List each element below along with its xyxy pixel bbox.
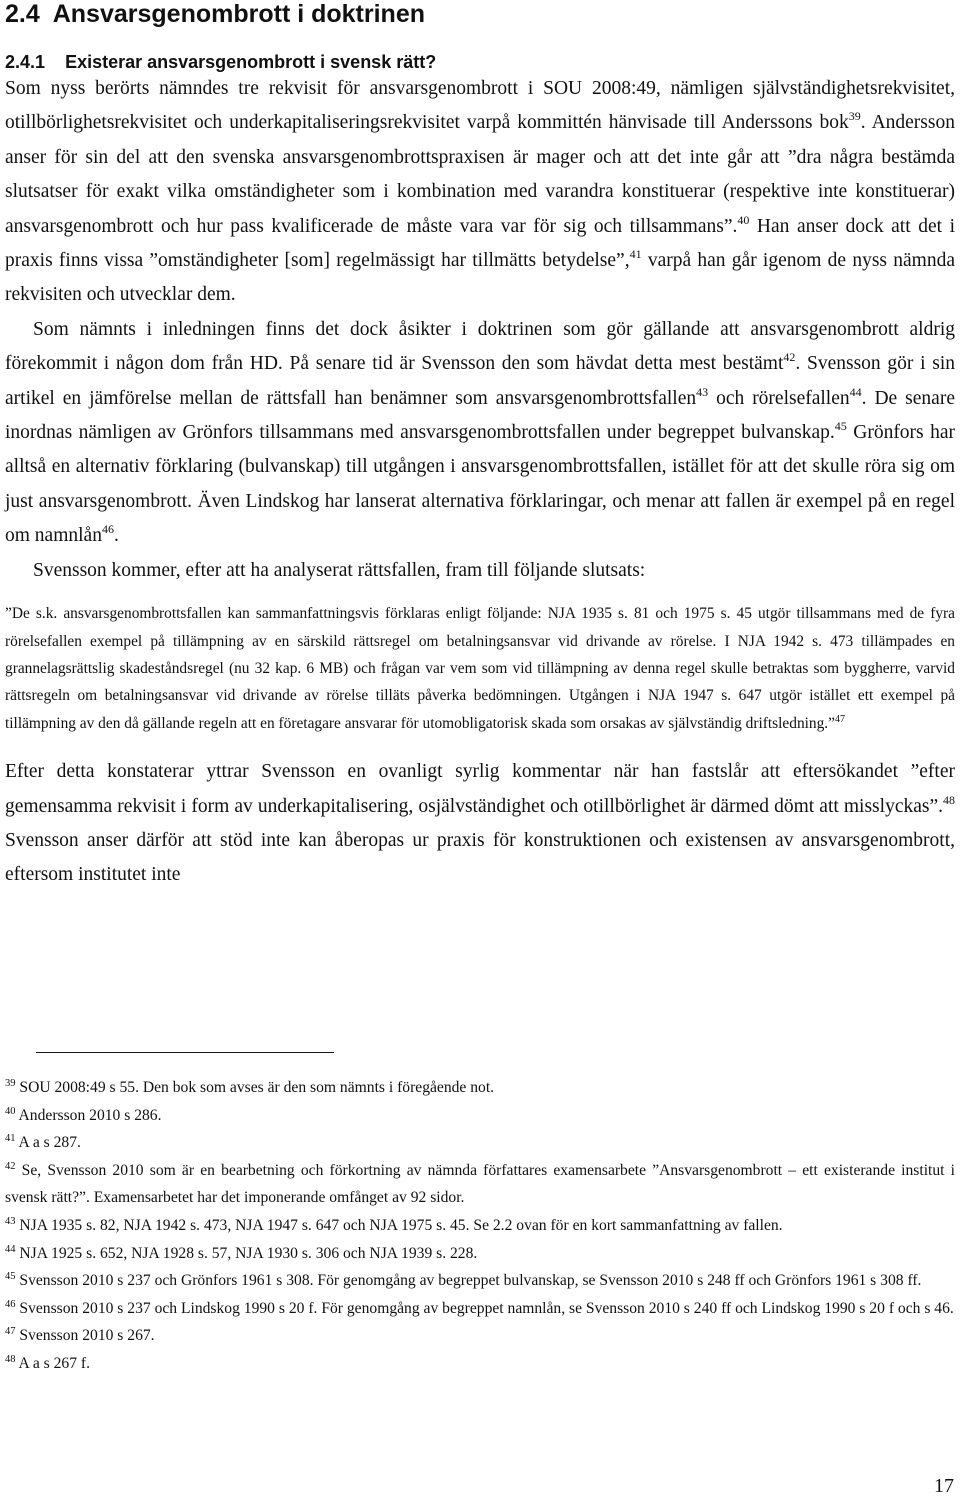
footnote-text: NJA 1935 s. 82, NJA 1942 s. 473, NJA 1947 s. 647 och NJA 1975 s. 45. Se 2.2 ovan för en kort sammanfattning av fallen. [19, 1216, 783, 1234]
block-quote [5, 600, 955, 737]
block-quote-text: ”De s.k. ansvarsgenombrottsfallen kan sammanfattningsvis förklaras enligt följande: NJA 1935 s. 81 och 1975 s. 45 utgör tillsammans med de fyra rörelsefallen exempel på tillämpning av en särskild rättsregel om betalningsansvar vid drivande av rörelse. I NJA 1942 s. 473 tillämpades en grannelagsrättslig skadeståndsregel (nu 32 kap. 6 MB) och frågan var vem som vid tillämpning av denna regel skulle betraktas som byggherre, varvid rättsregeln om betalningsansvar vid drivande av rörelse tilläts påverka bedömningen. Utgången i NJA 1947 s. 647 utgör istället ett exempel på tillämpning av den då gällande regeln att en företagare ansvarar för utomobligatorisk skada som orsakas av självständig driftsledning.” [5, 605, 955, 732]
subsection-heading [5, 50, 955, 74]
paragraph-1-text-a: Som nyss berörts nämndes tre rekvisit för ansvarsgenombrott i SOU 2008:49, nämligen självständighetsrekvisitet, otillbörlighetsrekvisitet och underkapitaliseringsrekvisitet varpå kommittén hänvisade till Anderssons bok [5, 78, 955, 134]
footnote-42 [5, 1157, 955, 1212]
footnote-45 [5, 1267, 955, 1295]
footnote-44 [5, 1240, 955, 1268]
footnote-ref-42[interactable]: 42 [783, 350, 796, 365]
footnote-number: 47 [5, 1326, 16, 1338]
footnote-ref-48[interactable]: 48 [943, 792, 955, 807]
footnote-text: Andersson 2010 s 286. [18, 1106, 162, 1124]
section-title: Ansvarsgenombrott i doktrinen [52, 0, 425, 28]
paragraph-2-text-c: och rörelsefallen [708, 387, 850, 409]
footnote-number: 42 [5, 1160, 16, 1172]
footnote-ref-47[interactable]: 47 [834, 713, 845, 725]
section-number: 2.4 [5, 0, 40, 28]
paragraph-4-text-b: Svensson anser därför att stöd inte kan åberopas ur praxis för konstruktionen och existensen av ansvarsgenombrott, eftersom institutet inte [5, 829, 955, 886]
paragraph-2-text-e: Grönfors har alltså en alternativ förklaring (bulvanskap) till utgången i ansvarsgenombrottsfallen, istället för att det skulle röra sig om just ansvarsgenombrott. Även Lindskog har lanserat alternativa förklaringar, och menar att fallen är exempel på en regel om namnlån [5, 422, 955, 547]
footnote-ref-46[interactable]: 46 [101, 522, 114, 537]
footnote-43 [5, 1212, 955, 1240]
footnote-number: 48 [5, 1353, 16, 1365]
paragraph-3: Svensson kommer, efter att ha analyserat rättsfallen, fram till följande slutsats: [33, 559, 646, 581]
footnote-text: A a s 267 f. [18, 1354, 91, 1372]
paragraph-2-text-b: . Svensson gör i sin artikel en jämförelse mellan de rättsfall han benämner som ansvarsgenombrottsfallen [5, 353, 955, 409]
subsection-number: 2.4.1 [5, 52, 46, 72]
footnotes [5, 1074, 955, 1378]
paragraph-2-text-a: Som nämnts i inledningen finns det dock åsikter i doktrinen som gör gällande att ansvarsgenombrott aldrig förekommit i någon dom från HD. På senare tid är Svensson den som hävdat detta mest bestämt [5, 318, 955, 375]
paragraph-1-text-c: Han anser dock att det i praxis finns vissa ”omständigheter [som] regelmässigt har tillmätts betydelse”, [5, 215, 956, 272]
paragraph-1-text-d: varpå han går igenom de nyss nämnda rekvisiten och utvecklar dem. [5, 250, 955, 306]
footnote-ref-41[interactable]: 41 [629, 247, 642, 262]
paragraph-2 [5, 313, 955, 554]
footnote-separator [36, 1052, 334, 1053]
paragraph-4-text-a: Efter detta konstaterar yttrar Svensson en ovanligt syrlig kommentar när han fastslår att eftersökandet ”efter gemensamma rekvisit i form av underkapitalisering, osjälvständighet och otillbörlighet är därmed dömt att misslyckas”. [5, 761, 955, 817]
footnote-text: Svensson 2010 s 267. [19, 1327, 155, 1345]
paragraph-2-text-f: . [113, 525, 119, 547]
subsection-title: Existerar ansvarsgenombrott i svensk rätt? [65, 52, 437, 72]
footnote-48 [5, 1350, 955, 1378]
footnote-number: 43 [5, 1215, 16, 1227]
footnote-number: 39 [5, 1078, 16, 1089]
footnote-text: A a s 287. [18, 1134, 81, 1152]
footnote-40 [5, 1102, 955, 1130]
paragraph-4 [5, 755, 955, 893]
footnote-text: SOU 2008:49 s 55. Den bok som avses är den som nämnts i föregående not. [19, 1079, 495, 1096]
paragraph-2-text-d: . De senare inordnas nämligen av Grönfors tillsammans med ansvarsgenombrottsfallen under begreppet bulvanskap. [5, 387, 955, 444]
footnote-47 [5, 1322, 955, 1350]
footnote-number: 41 [5, 1133, 16, 1145]
footnote-text: Se, Svensson 2010 som är en bearbetning och förkortning av nämnda författares examensarbete ”Ansvarsgenombrott – ett existerande institut i svensk rätt?”. Examensarbetet har det imponerande omfånget av 92 sidor. [5, 1161, 955, 1207]
footnote-ref-45[interactable]: 45 [834, 419, 847, 434]
footnote-number: 44 [5, 1243, 16, 1255]
footnote-ref-43[interactable]: 43 [696, 384, 709, 399]
footnote-number: 45 [5, 1271, 16, 1283]
footnote-text: Svensson 2010 s 237 och Lindskog 1990 s 20 f. För genomgång av begreppet namnlån, se Svensson 2010 s 240 ff och Lindskog 1990 s 20 f och s 46. [19, 1299, 954, 1317]
footnote-39 [5, 1074, 955, 1102]
footnote-ref-39[interactable]: 39 [848, 109, 861, 124]
footnote-ref-40[interactable]: 40 [737, 212, 750, 227]
paragraph-1 [5, 72, 955, 313]
footnote-46 [5, 1295, 955, 1323]
paragraph-1-text-b: . Andersson anser för sin del att den svenska ansvarsgenombrottspraxisen är mager och att det inte går att ”dra några bestämda slutsatser för exakt vilka omständigheter som i kombination med varandra konstituerar (respektive inte konstituerar) ansvarsgenombrott och hur pass kvalificerade de måste vara var för sig och tillsammans”. [5, 112, 955, 237]
document-page [5, 0, 955, 893]
footnote-number: 40 [5, 1105, 16, 1117]
footnote-41 [5, 1129, 955, 1157]
page-number: 17 [934, 1475, 954, 1497]
footnote-number: 46 [5, 1298, 16, 1310]
section-heading [5, 0, 955, 28]
footnote-text: NJA 1925 s. 652, NJA 1928 s. 57, NJA 1930 s. 306 och NJA 1939 s. 228. [19, 1244, 478, 1262]
footnote-text: Svensson 2010 s 237 och Grönfors 1961 s 308. För genomgång av begreppet bulvanskap, se Svensson 2010 s 248 ff och Grönfors 1961 s 308 ff. [19, 1272, 922, 1290]
footnote-ref-44[interactable]: 44 [849, 384, 862, 399]
